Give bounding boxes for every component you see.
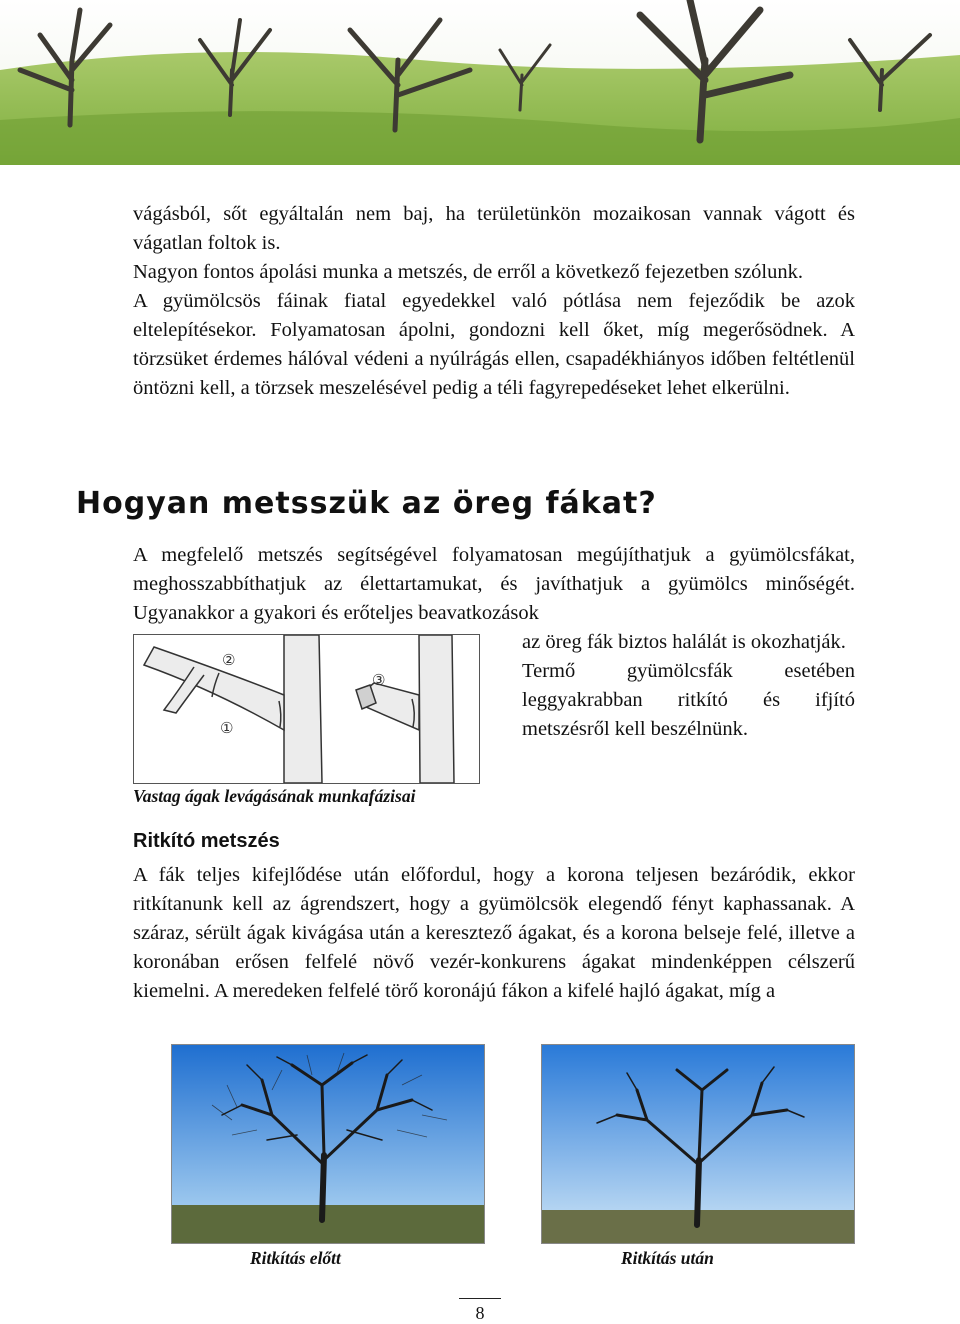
section-paragraph-top: A megfelelő metszés segítségével folyamatosan megújíthatjuk a gyümölcsfákat, meghosszabbíthatjuk az élettartamukat, és javíthatjuk a gyümölcs minőségét. Ugyanakkor a gyakori és erőteljes beavatkozások (133, 544, 855, 624)
diagram-label-2: ② (222, 651, 236, 669)
diagram-caption: Vastag ágak levágásának munkafázisai (133, 786, 416, 806)
ritkito-paragraph: A fák teljes kifejlődése után előfordul, hogy a korona teljesen bezáródik, ekkor ritkítanunk kell az ágrendszert, hogy a gyümölcsök elegendő fényt kaphassanak. A száraz, sérült ágak kivágása után a keresztező ágakat, és a korona belseje felé, illetve a koronában erősen felfelé növő vezér-konkurens ágakat mindenképpen célszerű kiemelni. A meredeken felfelé törő koronájú fákon a kifelé hajló ágakat, míg a (133, 864, 855, 1002)
photo-after-caption: Ritkítás után (621, 1248, 714, 1268)
orchard-banner-image (0, 0, 960, 165)
section-paragraph-side-2: Termő gyümölcsfák esetében leggyakrabban ritkító és ifjító metszésről kell beszélnünk. (522, 660, 855, 740)
section-paragraph-side-1: az öreg fák biztos halálát is okozhatják. (522, 631, 846, 653)
page-number: 8 (459, 1298, 501, 1324)
intro-paragraph-2: Nagyon fontos ápolási munka a metszés, de erről a következő fejezetben szólunk. (133, 261, 804, 283)
ritkito-text-block (133, 861, 855, 1006)
section-heading: Hogyan metsszük az öreg fákat? (76, 486, 657, 521)
section-text-side (522, 628, 855, 744)
diagram-label-3: ③ (372, 671, 386, 689)
photo-before-caption: Ritkítás előtt (250, 1248, 341, 1268)
photo-before-thinning (171, 1044, 485, 1244)
intro-paragraph-3: A gyümölcsös fáinak fiatal egyedekkel való pótlása nem fejeződik be azok eltelepítésekor. Folyamatosan ápolni, gondozni kell őket, míg megerősödnek. A törzsüket érdemes hálóval védeni a nyúlrágás ellen, csapadékhiányos időben feltétlenül öntözni kell, a törzsek meszelésével pedig a téli fagyrepedéseket lehet elkerülni. (133, 290, 855, 399)
branch-cutting-illustration (134, 635, 479, 783)
intro-paragraph-1: vágásból, sőt egyáltalán nem baj, ha területünkön mozaikosan vannak vágott és vágatlan foltok is. (133, 203, 855, 254)
section-text-top (133, 541, 855, 628)
photo-after-thinning (541, 1044, 855, 1244)
diagram-label-1: ① (220, 719, 234, 737)
branch-cutting-diagram (133, 634, 480, 784)
subheading-ritkito: Ritkító metszés (133, 830, 280, 852)
intro-text-block (133, 200, 855, 403)
